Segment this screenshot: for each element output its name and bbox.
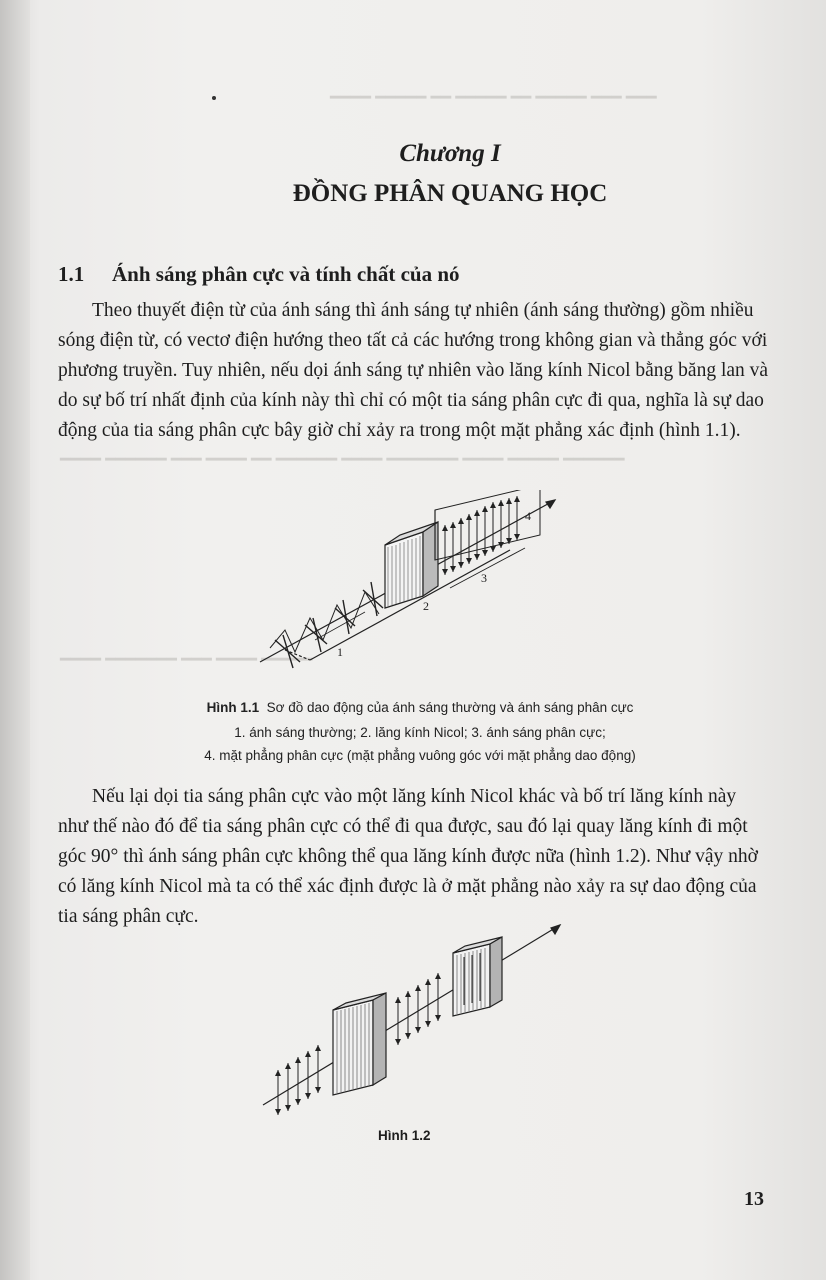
text-line: góc 90° thì ánh sáng phân cực không thể qua lăng kính được nữa (hình 1.2). Như vậy nhờ [58,846,758,867]
text-line: Theo thuyết điện từ của ánh sáng thì ánh sáng tự nhiên (ánh sáng thường) gồm nhiều [92,300,754,321]
text-line: phương truyền. Tuy nhiên, nếu dọi ánh sáng tự nhiên vào lăng kính Nicol bằng băng lan và [58,360,769,381]
figure-1-1-caption [120,700,720,715]
ink-dot [212,96,216,100]
chapter-title: ĐỒNG PHÂN QUANG HỌC [292,180,608,207]
figure-1-1-caption-line3: 4. mặt phẳng phân cực (mặt phẳng vuông góc với mặt phẳng dao động) [204,748,636,763]
chapter-label: Chương I [399,140,501,167]
bleed-through-text: ━━━━ ━━━━━━━ ━━━ ━━━━ ━━━━━ [60,650,313,669]
figure-label-4: 4 [525,509,531,523]
text-line: như thế nào đó để tia sáng phân cực có thể đi qua được, sau đó lại quay lăng kính đi một [58,816,748,837]
text-line: tia sáng phân cực. [58,906,199,927]
figure-1-1-caption-line2: 1. ánh sáng thường; 2. lăng kính Nicol; 3. ánh sáng phân cực; [234,725,606,740]
figure-label-2: 2 [423,599,429,613]
figure-1-1-caption-text: Sơ đồ dao động của ánh sáng thường và ánh sáng phân cực [266,700,634,715]
figure-label-1: 1 [337,645,343,659]
text-line: Nếu lại dọi tia sáng phân cực vào một lăng kính Nicol khác và bố trí lăng kính này [92,786,737,807]
figure-1-1-diagram [255,490,565,690]
text-line: do sự bố trí nhất định của kính này thì chỉ có một tia sáng phân cực đi qua, nghĩa là sự dao [58,390,764,411]
figure-1-1-caption-title: Hình 1.1 [206,700,260,715]
bleed-through-text: ━━━━ ━━━━━━ ━━━ ━━━━ ━━ ━━━━━━ ━━━━ ━━━━━━━ ━━━━ ━━━━━ ━━━━━━ [60,450,625,469]
figure-1-2-caption: Hình 1.2 [378,1128,431,1143]
bleed-through-text: ━━━━ ━━━━━ ━━ ━━━━━ ━━ ━━━━━ ━━━ ━━━ [330,88,657,107]
text-line: có lăng kính Nicol mà ta có thể xác định được là ở mặt phẳng nào xảy ra sự dao động của [58,876,757,897]
text-line: sóng điện từ, có vectơ điện hướng theo tất cả các hướng trong không gian và thẳng góc với [58,330,768,351]
section-title: Ánh sáng phân cực và tính chất của nó [112,262,460,286]
figure-label-3: 3 [481,571,487,585]
paragraph-1 [58,296,769,446]
section-number: 1.1 [58,262,85,286]
text-line: động của tia sáng phân cực bây giờ chỉ xảy ra trong một mặt phẳng xác định (hình 1.1). [58,420,741,441]
paragraph-2 [58,782,766,932]
section-heading [58,262,460,287]
page-number: 13 [744,1188,764,1210]
figure-1-2-diagram [258,915,568,1120]
